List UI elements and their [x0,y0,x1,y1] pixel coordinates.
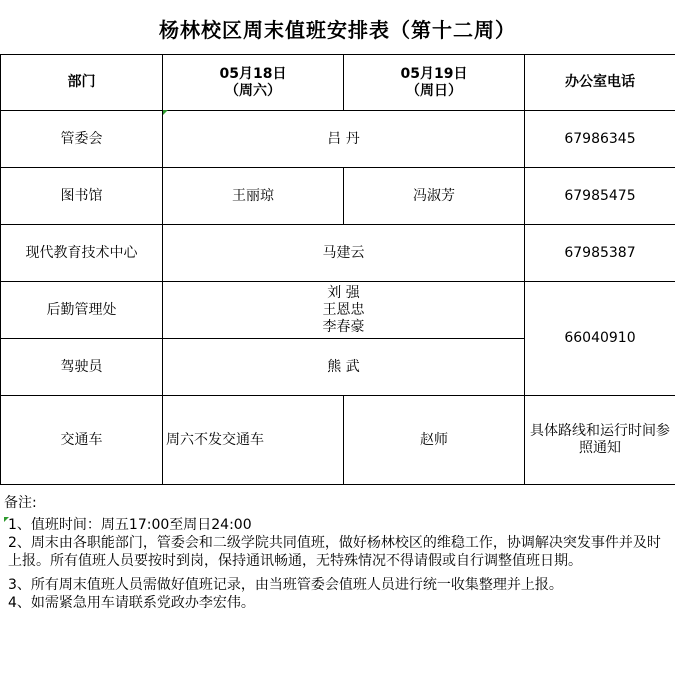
phone-cell: 67985387 [525,225,675,282]
dept-cell: 驾驶员 [1,339,163,396]
duty-cell: 冯淑芳 [344,168,525,225]
note-comment-marker [4,517,9,522]
header-day1-weekday: （周六） [225,82,281,99]
cell-comment-marker [163,110,168,115]
notes-section [4,494,672,612]
table-header-row [1,55,675,111]
duty-cell [163,282,525,339]
table-row [1,111,675,168]
note-item: 4、如需紧急用车请联系党政办李宏伟。 [8,595,255,611]
header-day2-date: 05月19日 [400,65,468,82]
table-row [1,225,675,282]
header-day2-weekday: （周日） [406,82,462,99]
note-item: 3、所有周末值班人员需做好值班记录，由当班管委会值班人员进行统一收集整理并上报。 [8,577,563,593]
duty-cell: 赵师 [344,396,525,485]
header-phone: 办公室电话 [525,55,675,111]
dept-cell: 后勤管理处 [1,282,163,339]
dept-cell: 图书馆 [1,168,163,225]
page-title: 杨林校区周末值班安排表（第十二周） [159,18,516,42]
dept-cell: 交通车 [1,396,163,485]
phone-cell: 具体路线和运行时间参照通知 [525,396,675,485]
phone-cell: 67985475 [525,168,675,225]
header-day2 [344,55,525,111]
note-item: 2、周末由各职能部门，管委会和二级学院共同值班，做好杨林校区的维稳工作，协调解决突发事件并及时上报。所有值班人员要按时到岗，保持通讯畅通，无特殊情况不得请假或自行调整值班日期。 [8,535,661,569]
duty-name: 王恩忠 [322,301,365,318]
note-item: 1、值班时间：周五17:00至周日24:00 [8,517,252,533]
table-row [1,396,675,485]
shared-phone-cell: 66040910 [525,282,675,396]
table-row [1,168,675,225]
duty-cell: 周六不发交通车 [163,396,344,485]
duty-name: 李春豪 [322,318,365,335]
notes-heading: 备注: [4,495,37,511]
schedule-table [0,54,675,485]
duty-cell: 熊 武 [163,339,525,396]
duty-cell: 吕 丹 [163,111,525,168]
duty-cell: 王丽琼 [163,168,344,225]
header-day1 [163,55,344,111]
duty-name: 刘 强 [327,284,360,301]
header-dept: 部门 [1,55,163,111]
duty-cell: 马建云 [163,225,525,282]
dept-cell: 管委会 [1,111,163,168]
table-row [1,282,675,339]
header-day1-date: 05月18日 [219,65,287,82]
dept-cell: 现代教育技术中心 [1,225,163,282]
phone-cell: 67986345 [525,111,675,168]
